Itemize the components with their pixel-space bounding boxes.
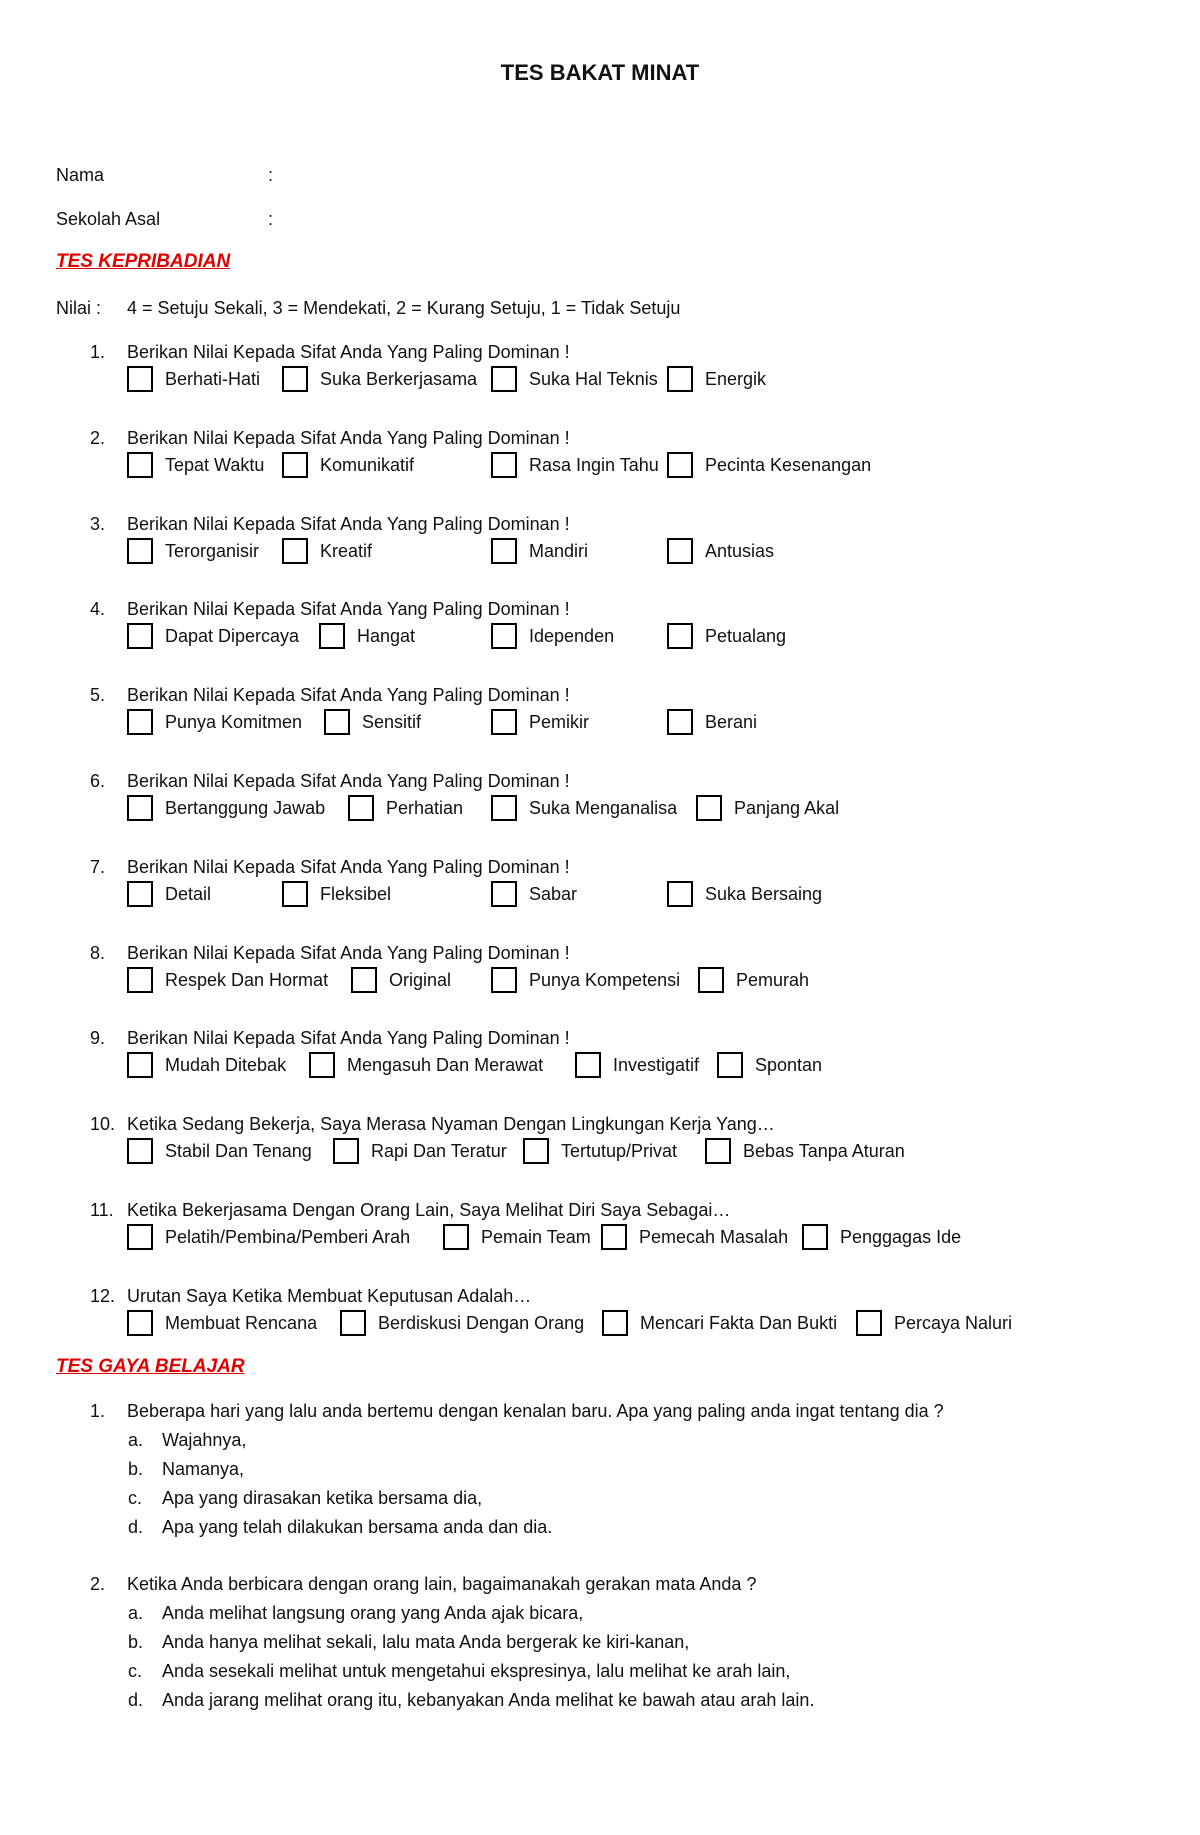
question-number: 4.	[90, 599, 106, 619]
rating-input-box[interactable]	[523, 1138, 549, 1164]
options-row	[0, 1310, 1200, 1340]
option-label: Mengasuh Dan Merawat	[347, 1055, 544, 1075]
choice-letter: a.	[128, 1430, 144, 1450]
question-text: Berikan Nilai Kepada Sifat Anda Yang Paling Dominan !	[127, 685, 570, 705]
option-label: Punya Komitmen	[165, 712, 303, 732]
choice-text: Apa yang dirasakan ketika bersama dia,	[162, 1488, 483, 1508]
option-label: Suka Berkerjasama	[320, 369, 478, 389]
options-row	[0, 881, 1200, 911]
question-number: 12.	[90, 1286, 116, 1306]
rating-input-box[interactable]	[443, 1224, 469, 1250]
question-number: 2.	[90, 428, 106, 448]
rating-input-box[interactable]	[575, 1052, 601, 1078]
option-label: Berani	[705, 712, 758, 732]
option-label: Mencari Fakta Dan Bukti	[640, 1313, 838, 1333]
option-label: Idependen	[529, 626, 615, 646]
rating-input-box[interactable]	[667, 623, 693, 649]
option-label: Spontan	[755, 1055, 823, 1075]
option-label: Rasa Ingin Tahu	[529, 455, 659, 475]
options-row	[0, 452, 1200, 482]
options-row	[0, 623, 1200, 653]
rating-input-box[interactable]	[696, 795, 722, 821]
question-text: Berikan Nilai Kepada Sifat Anda Yang Paling Dominan !	[127, 771, 570, 791]
rating-input-box[interactable]	[667, 881, 693, 907]
question-text: Ketika Anda berbicara dengan orang lain, bagaimanakah gerakan mata Anda ?	[127, 1574, 757, 1594]
option-label: Perhatian	[386, 798, 464, 818]
rating-input-box[interactable]	[856, 1310, 882, 1336]
question-number: 1.	[90, 1401, 106, 1421]
option-label: Respek Dan Hormat	[165, 970, 329, 990]
rating-input-box[interactable]	[602, 1310, 628, 1336]
option-label: Sensitif	[362, 712, 422, 732]
rating-input-box[interactable]	[348, 795, 374, 821]
rating-input-box[interactable]	[127, 623, 153, 649]
rating-input-box[interactable]	[127, 881, 153, 907]
question-text: Urutan Saya Ketika Membuat Keputusan Adalah…	[127, 1286, 532, 1306]
option-label: Mudah Ditebak	[165, 1055, 287, 1075]
question-text: Berikan Nilai Kepada Sifat Anda Yang Paling Dominan !	[127, 599, 570, 619]
rating-input-box[interactable]	[127, 1310, 153, 1336]
question-text: Berikan Nilai Kepada Sifat Anda Yang Paling Dominan !	[127, 342, 570, 362]
question-number: 3.	[90, 514, 106, 534]
rating-input-box[interactable]	[127, 709, 153, 735]
nama-colon: :	[268, 165, 274, 185]
option-label: Pecinta Kesenangan	[705, 455, 872, 475]
option-label: Energik	[705, 369, 767, 389]
option-label: Membuat Rencana	[165, 1313, 318, 1333]
choice-letter: a.	[128, 1603, 144, 1623]
question-text: Berikan Nilai Kepada Sifat Anda Yang Paling Dominan !	[127, 943, 570, 963]
option-label: Suka Hal Teknis	[529, 369, 658, 389]
option-label: Mandiri	[529, 541, 589, 561]
option-label: Pemecah Masalah	[639, 1227, 789, 1247]
option-label: Pelatih/Pembina/Pemberi Arah	[165, 1227, 411, 1247]
rating-input-box[interactable]	[127, 1052, 153, 1078]
option-label: Detail	[165, 884, 212, 904]
rating-input-box[interactable]	[491, 366, 517, 392]
choice-text: Anda jarang melihat orang itu, kebanyakan Anda melihat ke bawah atau arah lain.	[162, 1690, 815, 1710]
option-label: Hangat	[357, 626, 416, 646]
nilai-scale-text: 4 = Setuju Sekali, 3 = Mendekati, 2 = Kurang Setuju, 1 = Tidak Setuju	[127, 298, 681, 318]
options-row	[0, 538, 1200, 568]
option-label: Rapi Dan Teratur	[371, 1141, 507, 1161]
question-number: 5.	[90, 685, 106, 705]
option-label: Pemain Team	[481, 1227, 591, 1247]
options-row	[0, 366, 1200, 396]
question-text: Berikan Nilai Kepada Sifat Anda Yang Paling Dominan !	[127, 428, 570, 448]
question-text: Berikan Nilai Kepada Sifat Anda Yang Paling Dominan !	[127, 1028, 570, 1048]
question-number: 8.	[90, 943, 106, 963]
rating-input-box[interactable]	[127, 1138, 153, 1164]
option-label: Pemurah	[736, 970, 810, 990]
sekolah-asal-colon: :	[268, 209, 274, 229]
rating-input-box[interactable]	[282, 366, 308, 392]
rating-input-box[interactable]	[340, 1310, 366, 1336]
options-row	[0, 967, 1200, 997]
rating-input-box[interactable]	[667, 709, 693, 735]
option-label: Bebas Tanpa Aturan	[743, 1141, 905, 1161]
rating-input-box[interactable]	[601, 1224, 627, 1250]
options-row	[0, 1224, 1200, 1254]
question-text: Ketika Sedang Bekerja, Saya Merasa Nyaman Dengan Lingkungan Kerja Yang…	[127, 1114, 775, 1134]
rating-input-box[interactable]	[491, 538, 517, 564]
option-label: Antusias	[705, 541, 775, 561]
rating-input-box[interactable]	[717, 1052, 743, 1078]
option-label: Panjang Akal	[734, 798, 840, 818]
choice-text: Anda sesekali melihat untuk mengetahui ekspresinya, lalu melihat ke arah lain,	[162, 1661, 791, 1681]
rating-input-box[interactable]	[333, 1138, 359, 1164]
choice-letter: c.	[128, 1661, 143, 1681]
option-label: Punya Kompetensi	[529, 970, 681, 990]
options-row	[0, 709, 1200, 739]
rating-input-box[interactable]	[491, 881, 517, 907]
question-number: 2.	[90, 1574, 106, 1594]
question-text: Berikan Nilai Kepada Sifat Anda Yang Paling Dominan !	[127, 514, 570, 534]
option-label: Bertanggung Jawab	[165, 798, 326, 818]
choice-text: Anda hanya melihat sekali, lalu mata Anda bergerak ke kiri-kanan,	[162, 1632, 690, 1652]
question-text: Berikan Nilai Kepada Sifat Anda Yang Paling Dominan !	[127, 857, 570, 877]
choice-text: Apa yang telah dilakukan bersama anda dan dia.	[162, 1517, 553, 1537]
choice-letter: d.	[128, 1690, 144, 1710]
rating-input-box[interactable]	[667, 452, 693, 478]
option-label: Suka Menganalisa	[529, 798, 678, 818]
choice-text: Anda melihat langsung orang yang Anda ajak bicara,	[162, 1603, 584, 1623]
rating-input-box[interactable]	[127, 795, 153, 821]
choice-letter: b.	[128, 1632, 144, 1652]
options-row	[0, 795, 1200, 825]
rating-input-box[interactable]	[127, 538, 153, 564]
rating-input-box[interactable]	[667, 366, 693, 392]
option-label: Penggagas Ide	[840, 1227, 962, 1247]
question-number: 6.	[90, 771, 106, 791]
choice-letter: d.	[128, 1517, 144, 1537]
option-label: Fleksibel	[320, 884, 392, 904]
option-label: Percaya Naluri	[894, 1313, 1013, 1333]
option-label: Kreatif	[320, 541, 373, 561]
rating-input-box[interactable]	[351, 967, 377, 993]
rating-input-box[interactable]	[127, 366, 153, 392]
rating-input-box[interactable]	[491, 452, 517, 478]
options-row	[0, 1052, 1200, 1082]
option-label: Terorganisir	[165, 541, 260, 561]
choice-text: Namanya,	[162, 1459, 245, 1479]
option-label: Komunikatif	[320, 455, 415, 475]
rating-input-box[interactable]	[491, 709, 517, 735]
section-heading-gaya-belajar: TES GAYA BELAJAR	[56, 1356, 245, 1377]
rating-input-box[interactable]	[319, 623, 345, 649]
option-label: Tepat Waktu	[165, 455, 265, 475]
rating-input-box[interactable]	[127, 452, 153, 478]
choice-letter: b.	[128, 1459, 144, 1479]
question-number: 11.	[90, 1200, 114, 1220]
nama-label: Nama	[56, 165, 105, 185]
option-label: Original	[389, 970, 452, 990]
option-label: Tertutup/Privat	[561, 1141, 678, 1161]
rating-input-box[interactable]	[491, 795, 517, 821]
option-label: Investigatif	[613, 1055, 700, 1075]
question-number: 9.	[90, 1028, 106, 1048]
rating-input-box[interactable]	[705, 1138, 731, 1164]
option-label: Stabil Dan Tenang	[165, 1141, 312, 1161]
question-number: 10.	[90, 1114, 116, 1134]
option-label: Suka Bersaing	[705, 884, 823, 904]
rating-input-box[interactable]	[127, 1224, 153, 1250]
rating-input-box[interactable]	[491, 623, 517, 649]
page-title: TES BAKAT MINAT	[500, 60, 700, 85]
rating-input-box[interactable]	[282, 452, 308, 478]
rating-input-box[interactable]	[282, 538, 308, 564]
question-number: 7.	[90, 857, 106, 877]
choice-text: Wajahnya,	[162, 1430, 247, 1450]
section-heading-kepribadian: TES KEPRIBADIAN	[56, 251, 231, 272]
rating-input-box[interactable]	[802, 1224, 828, 1250]
rating-input-box[interactable]	[698, 967, 724, 993]
rating-input-box[interactable]	[127, 967, 153, 993]
option-label: Petualang	[705, 626, 787, 646]
option-label: Dapat Dipercaya	[165, 626, 300, 646]
choice-letter: c.	[128, 1488, 143, 1508]
rating-input-box[interactable]	[491, 967, 517, 993]
rating-input-box[interactable]	[667, 538, 693, 564]
option-label: Berdiskusi Dengan Orang	[378, 1313, 585, 1333]
option-label: Sabar	[529, 884, 578, 904]
option-label: Berhati-Hati	[165, 369, 261, 389]
options-row	[0, 1138, 1200, 1168]
option-label: Pemikir	[529, 712, 590, 732]
sekolah-asal-label: Sekolah Asal	[56, 209, 161, 229]
question-number: 1.	[90, 342, 106, 362]
question-text: Ketika Bekerjasama Dengan Orang Lain, Saya Melihat Diri Saya Sebagai…	[127, 1200, 731, 1220]
rating-input-box[interactable]	[282, 881, 308, 907]
nilai-label: Nilai :	[56, 298, 102, 318]
rating-input-box[interactable]	[309, 1052, 335, 1078]
question-text: Beberapa hari yang lalu anda bertemu dengan kenalan baru. Apa yang paling anda ingat tentang dia ?	[127, 1401, 944, 1421]
rating-input-box[interactable]	[324, 709, 350, 735]
